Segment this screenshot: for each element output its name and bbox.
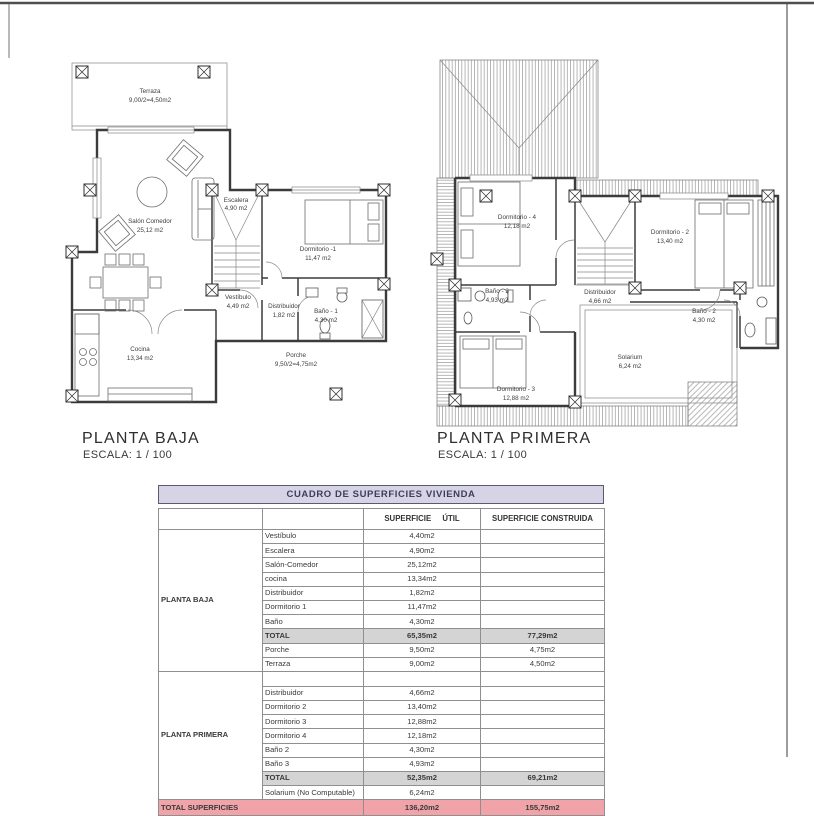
room-area-bano1: 4,30 m2 — [314, 317, 338, 324]
table-cell — [481, 671, 605, 686]
room-label-bano1: Baño - 1 — [314, 308, 338, 315]
grand-total-row — [159, 800, 605, 816]
room-area-dormitorio4: 12,18 m2 — [503, 223, 531, 230]
room-area-vestibulo: 4,49 m2 — [226, 303, 250, 310]
table-cell: Distribuidor — [263, 586, 364, 600]
room-area-distribuidor: 4,66 m2 — [588, 298, 612, 305]
grand-total-value: 155,75m2 — [481, 800, 605, 816]
double-bed — [695, 200, 753, 288]
table-cell: Escalera — [263, 544, 364, 558]
staircase — [577, 198, 633, 284]
table-cell: 4,93m2 — [364, 757, 481, 771]
floor-plan-planta-primera — [415, 55, 793, 433]
wardrobe — [758, 200, 774, 286]
table-row — [159, 530, 605, 544]
header-superficie-util: SUPERFICIE ÚTIL — [364, 509, 481, 530]
round-table — [137, 177, 167, 207]
roof-hatch — [437, 60, 758, 426]
table-cell: Dormitorio 3 — [263, 715, 364, 729]
grand-total-value: 136,20m2 — [364, 800, 481, 816]
room-area-dormitorio2: 13,40 m2 — [656, 238, 684, 245]
surfaces-table — [158, 485, 604, 816]
table-cell: 4,40m2 — [364, 530, 481, 544]
table-cell: 13,40m2 — [364, 701, 481, 715]
outer-wall — [72, 130, 386, 402]
room-label-vestibulo: Vestíbulo — [225, 294, 251, 301]
armchair — [167, 140, 204, 177]
table-cell — [481, 530, 605, 544]
table-cell: TOTAL — [263, 629, 364, 643]
table-cell: 13,34m2 — [364, 572, 481, 586]
room-label-bano2: Baño - 2 — [692, 308, 716, 315]
table-cell: Salón-Comedor — [263, 558, 364, 572]
twin-beds — [460, 336, 526, 388]
table-cell — [481, 786, 605, 800]
table-cell: 69,21m2 — [481, 772, 605, 786]
table-cell: 9,00m2 — [364, 657, 481, 671]
table-cell: 4,75m2 — [481, 643, 605, 657]
table-cell — [481, 701, 605, 715]
table-cell: Porche — [263, 643, 364, 657]
table-cell: Baño 2 — [263, 743, 364, 757]
room-label-distribuidor: Distribuidor — [584, 289, 616, 296]
table-cell: 11,47m2 — [364, 600, 481, 614]
header-superficie-construida: SUPERFICIE CONSTRUIDA — [481, 509, 605, 530]
table-title: CUADRO DE SUPERFICIES VIVIENDA — [158, 485, 604, 504]
room-label-distribuidor: Distribuidor — [268, 303, 300, 310]
table-cell: Baño — [263, 615, 364, 629]
table-cell: Dormitorio 2 — [263, 701, 364, 715]
room-label-salon: Salón Comedor — [128, 218, 172, 225]
room-label-dormitorio3: Dormitorio - 3 — [496, 386, 536, 393]
table-cell: 52,35m2 — [364, 772, 481, 786]
table-row — [159, 671, 605, 686]
room-area-dormitorio3: 12,88 m2 — [502, 395, 530, 402]
table-cell: Baño 3 — [263, 757, 364, 771]
window — [470, 175, 532, 181]
room-area-porche: 9,50/2=4,75m2 — [274, 361, 318, 368]
header-empty-group — [159, 509, 263, 530]
table-cell: 12,88m2 — [364, 715, 481, 729]
room-label-porche: Porche — [286, 352, 306, 359]
room-label-solarium: Solarium — [617, 354, 643, 361]
room-label-terraza: Terraza — [139, 88, 161, 95]
table-cell: 4,90m2 — [364, 544, 481, 558]
table-cell: TOTAL — [263, 772, 364, 786]
table-cell: Vestíbulo — [263, 530, 364, 544]
table-cell: Terraza — [263, 657, 364, 671]
table-cell — [364, 671, 481, 686]
double-bed — [305, 200, 383, 244]
table-cell — [481, 544, 605, 558]
table-cell: Distribuidor — [263, 686, 364, 700]
room-label-bano3: Baño - 3 — [485, 288, 509, 295]
plan-title-primera: PLANTA PRIMERA — [437, 430, 592, 447]
table-cell: 77,29m2 — [481, 629, 605, 643]
table-cell: 4,50m2 — [481, 657, 605, 671]
table-header-row — [159, 509, 605, 530]
room-label-escalera: Escalera — [223, 197, 249, 204]
table-cell — [481, 600, 605, 614]
room-area-bano3: 4,93 m2 — [485, 297, 509, 304]
room-label-dormitorio2: Dormitorio - 2 — [650, 229, 690, 236]
table-cell: 65,35m2 — [364, 629, 481, 643]
room-area-cocina: 13,34 m2 — [126, 355, 154, 362]
table-cell — [481, 715, 605, 729]
table-cell: 25,12m2 — [364, 558, 481, 572]
table-cell: 4,30m2 — [364, 743, 481, 757]
table-cell: 6,24m2 — [364, 786, 481, 800]
table-cell — [481, 686, 605, 700]
group-label: PLANTA BAJA — [159, 530, 263, 672]
room-area-dormitorio1: 11,47 m2 — [305, 255, 331, 262]
table-cell — [263, 671, 364, 686]
table-cell — [481, 572, 605, 586]
room-label-cocina: Cocina — [130, 346, 150, 353]
room-area-distribuidor: 1,82 m2 — [272, 312, 296, 319]
table-cell — [481, 757, 605, 771]
table-cell: 1,82m2 — [364, 586, 481, 600]
table-cell: 9,50m2 — [364, 643, 481, 657]
table-cell — [481, 743, 605, 757]
room-area-escalera: 4,90 m2 — [224, 205, 248, 212]
table-cell: 12,18m2 — [364, 729, 481, 743]
room-label-dormitorio4: Dormitorio - 4 — [497, 214, 537, 221]
table-cell — [481, 586, 605, 600]
header-empty-room — [263, 509, 364, 530]
table-cell: 4,30m2 — [364, 615, 481, 629]
room-label-dormitorio1: Dormitorio -1 — [299, 246, 337, 253]
room-area-terraza: 9,00/2=4,50m2 — [128, 97, 172, 104]
dining-table — [90, 254, 161, 311]
plan-scale-primera: ESCALA: 1 / 100 — [438, 449, 528, 461]
room-area-bano2: 4,30 m2 — [692, 317, 716, 324]
table-cell: cocina — [263, 572, 364, 586]
table-cell: Dormitorio 1 — [263, 600, 364, 614]
room-area-solarium: 6,24 m2 — [618, 363, 642, 370]
table-cell: Solarium (No Computable) — [263, 786, 364, 800]
room-area-salon: 25,12 m2 — [136, 227, 164, 234]
table-cell: Dormitorio 4 — [263, 729, 364, 743]
floor-plan-planta-baja — [40, 55, 400, 433]
window — [660, 193, 728, 199]
table-cell — [481, 558, 605, 572]
grand-total-label: TOTAL SUPERFICIES — [159, 800, 364, 816]
surface-table-body — [159, 530, 605, 816]
group-label: PLANTA PRIMERA — [159, 671, 263, 800]
table-cell: 4,66m2 — [364, 686, 481, 700]
table-cell — [481, 729, 605, 743]
outer-wall — [455, 178, 778, 348]
plan-title-baja: PLANTA BAJA — [82, 430, 200, 447]
plan-scale-baja: ESCALA: 1 / 100 — [83, 449, 173, 461]
table-cell — [481, 615, 605, 629]
